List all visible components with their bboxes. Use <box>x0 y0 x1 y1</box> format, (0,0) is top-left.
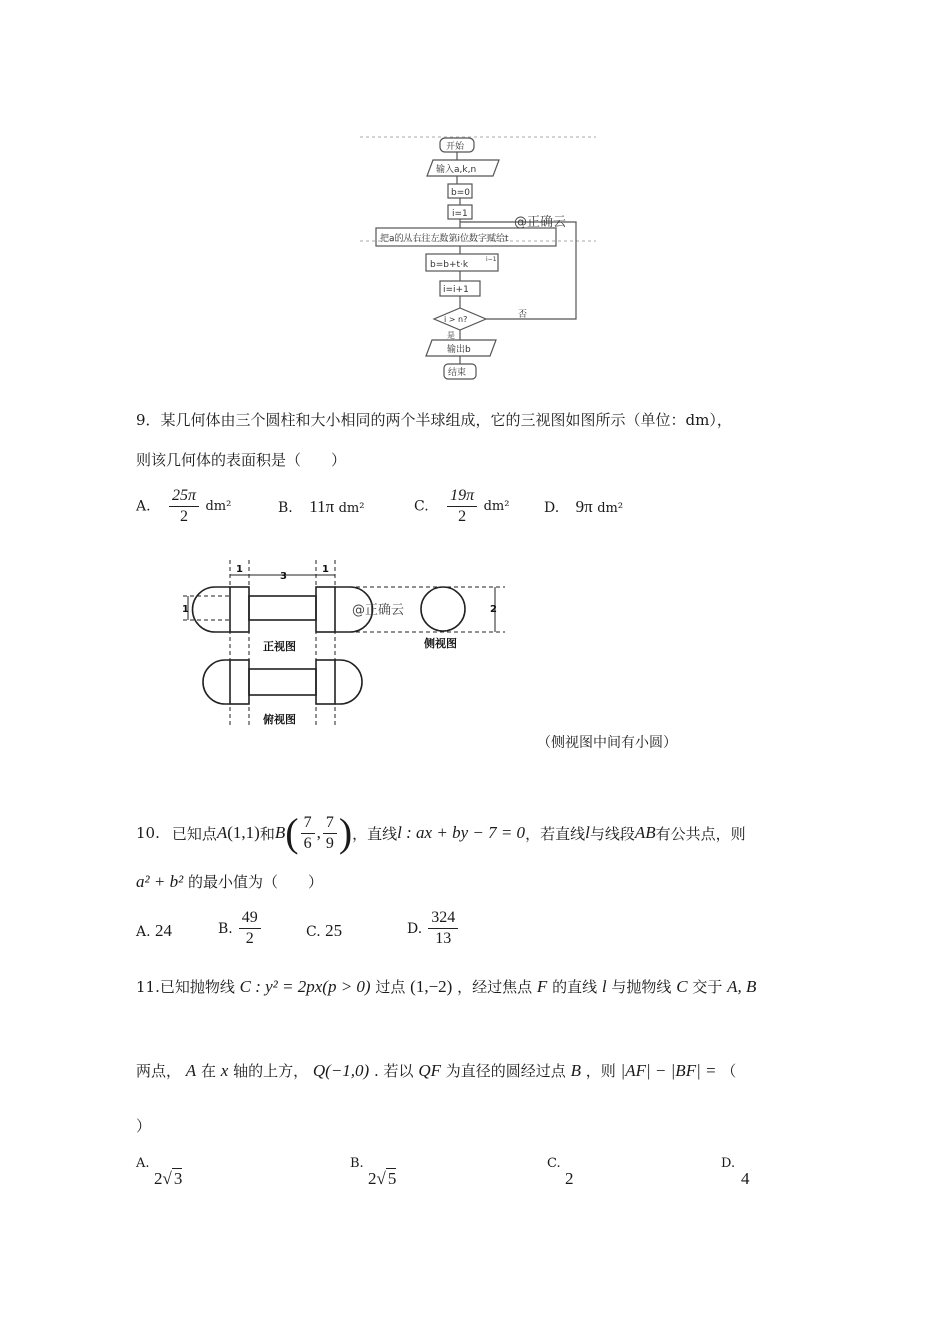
point-b: B <box>274 823 286 842</box>
dim-label-1-left: 1 <box>236 564 243 575</box>
line-l: l <box>585 823 590 842</box>
option-label: B. <box>278 500 293 516</box>
bx-num: 7 <box>301 813 315 834</box>
q9-option-c[interactable] <box>414 486 509 527</box>
q10-option-b[interactable] <box>218 908 263 949</box>
option-label: D. <box>544 500 560 516</box>
q11-text4: 的直线 <box>552 978 598 996</box>
frac-den: 2 <box>458 508 467 525</box>
top-view-label: 俯视图 <box>263 713 296 726</box>
option-label: C. <box>414 498 429 515</box>
radicand: 3 <box>173 1169 183 1188</box>
focus-f: F <box>536 977 548 996</box>
unit: dm² <box>205 499 232 514</box>
segment-ab: AB <box>634 823 656 842</box>
option-label: D. <box>721 1156 736 1171</box>
option-label: C. <box>306 924 321 940</box>
segment-qf: QF <box>418 1061 441 1080</box>
q10-line2 <box>136 871 323 892</box>
frac-num: 49 <box>239 908 261 929</box>
views-watermark: @正确云 <box>352 603 405 618</box>
point-a-coord: (1,1) <box>227 823 260 842</box>
option-value: 25 <box>325 921 343 940</box>
option-value: 2 <box>565 1169 574 1188</box>
dim-label-h: 1 <box>182 604 189 615</box>
q10-text2: ，直线 <box>352 824 398 843</box>
side-view-note: （侧视图中间有小圆） <box>537 735 677 751</box>
q11-text13: （ <box>721 1062 737 1080</box>
option-label: B. <box>218 920 233 937</box>
dim-label-3: 3 <box>280 571 287 582</box>
radicand: 5 <box>387 1169 397 1188</box>
by-num: 7 <box>323 813 337 834</box>
q11-text6: 交于 <box>692 978 723 996</box>
fc-incr-label: i=i+1 <box>443 285 469 295</box>
q10-option-d[interactable] <box>407 908 460 949</box>
frac-den: 2 <box>245 930 254 947</box>
fc-assign-label: 把a的从右往左数第i位数字赋给t <box>380 234 509 244</box>
option-label: D. <box>407 920 423 937</box>
three-views-figure <box>180 555 520 735</box>
fc-update-label: b=b+t·k <box>430 260 469 270</box>
line-l: l <box>601 977 607 996</box>
frac-num: 19π <box>447 486 477 507</box>
fc-output-label: 输出b <box>447 345 471 355</box>
dim-label-side: 2 <box>490 604 497 615</box>
q11-text1: 11.已知抛物线 <box>136 978 235 996</box>
option-value: 4 <box>741 1169 750 1188</box>
frac-den: 13 <box>435 930 452 947</box>
q9-line1: 9．某几何体由三个圆柱和大小相同的两个半球组成，它的三视图如图所示（单位：dm）， <box>136 411 732 429</box>
front-view-label: 正视图 <box>263 640 296 653</box>
parabola-equation: C : y² = 2px(p > 0) <box>239 977 371 996</box>
coef: 2 <box>368 1169 377 1188</box>
q11-text3: ，经过焦点 <box>457 978 533 996</box>
axis-x: x <box>220 1061 229 1080</box>
q11-text5: 与抛物线 <box>611 978 672 996</box>
q10-option-a[interactable] <box>136 921 172 941</box>
point-q: Q(−1,0) <box>312 1061 370 1080</box>
q10-option-c[interactable] <box>306 921 342 941</box>
frac-num: 324 <box>428 908 458 929</box>
unit: dm² <box>483 499 510 514</box>
option-value: 24 <box>155 921 173 940</box>
option-label: A. <box>136 924 151 940</box>
q11-text7: 两点， <box>136 1062 182 1080</box>
q11-text12: ，则 <box>585 1062 616 1080</box>
q10-and: 和 <box>259 824 275 843</box>
fc-end-label: 结束 <box>448 368 467 378</box>
q10-text5: 有公共点，则 <box>655 824 746 843</box>
q11-text2: 过点 <box>375 978 406 996</box>
fc-b0-label: b=0 <box>451 188 470 198</box>
option-label: A. <box>136 1156 150 1171</box>
option-value: 9π <box>575 497 593 516</box>
q10-text4: 与线段 <box>589 824 635 843</box>
points-ab: A, B <box>727 977 757 996</box>
fc-yes-label: 是 <box>447 331 455 340</box>
q11-option-d[interactable] <box>721 1155 750 1189</box>
bx-den: 6 <box>303 834 312 852</box>
unit: dm² <box>338 501 365 516</box>
option-label: C. <box>547 1156 561 1171</box>
q9-line2: 则该几何体的表面积是（ ） <box>136 451 347 469</box>
point-coord: (1,−2) <box>410 977 453 996</box>
by-den: 9 <box>325 834 334 852</box>
fc-watermark: @正确云 <box>514 215 567 230</box>
sum-squares: a² + b² <box>136 872 184 891</box>
q11-text9: 轴的上方， <box>233 1062 309 1080</box>
point-a: A <box>185 1061 197 1080</box>
q11-option-c[interactable] <box>547 1155 574 1189</box>
coef: 2 <box>154 1169 163 1188</box>
q11-line2 <box>136 1060 736 1081</box>
q9-option-d[interactable] <box>544 497 623 517</box>
q11-line1 <box>136 976 756 997</box>
fc-no-label: 否 <box>518 310 528 320</box>
point-a: A <box>216 823 228 842</box>
unit: dm² <box>597 501 624 516</box>
fc-update-exponent: i−1 <box>486 256 497 263</box>
fc-i1-label: i=1 <box>452 209 468 219</box>
point-b: B <box>570 1061 581 1080</box>
q10-text3: ，若直线 <box>525 824 586 843</box>
q9-option-a[interactable] <box>136 486 231 527</box>
flowchart <box>360 130 600 385</box>
q11-option-b[interactable]: B. 2√ 5 <box>350 1156 397 1188</box>
q11-option-a[interactable]: A. 2√ 3 <box>136 1156 183 1188</box>
q10-text1: 已知点 <box>171 824 217 843</box>
abs-difference: |AF| − |BF| = <box>620 1061 717 1080</box>
fc-cond-label: i > n? <box>444 315 468 324</box>
q10-text6: 的最小值为（ ） <box>187 873 323 891</box>
fc-start-label: 开始 <box>446 142 465 152</box>
dim-label-1-right: 1 <box>322 564 329 575</box>
parabola-c: C <box>676 977 688 996</box>
q9-option-b[interactable] <box>278 497 364 517</box>
q11-text11: 为直径的圆经过点 <box>445 1062 566 1080</box>
q10-number: 10. <box>136 824 160 842</box>
frac-den: 2 <box>180 508 189 525</box>
option-label: A. <box>136 498 151 515</box>
option-label: B. <box>350 1156 364 1171</box>
q10-line1: 10. 已知点 A (1,1) 和 B ( $\frac{7}{6}$ , $\frac{7}{9}$ ) ，直线 l : ax + by − 7 = 0 ，若直线 l 与线段 AB 有公共点，则 <box>136 810 746 855</box>
option-value: 11π <box>309 497 335 516</box>
q11-close-paren: ） <box>136 1117 152 1135</box>
q11-text8: 在 <box>200 1062 216 1080</box>
frac-num: 25π <box>169 486 199 507</box>
q11-text10: . 若以 <box>374 1062 414 1080</box>
line-equation: l : ax + by − 7 = 0 <box>397 823 526 842</box>
fc-input-label: 输入a,k,n <box>436 165 477 175</box>
side-view-label: 侧视图 <box>424 637 457 650</box>
